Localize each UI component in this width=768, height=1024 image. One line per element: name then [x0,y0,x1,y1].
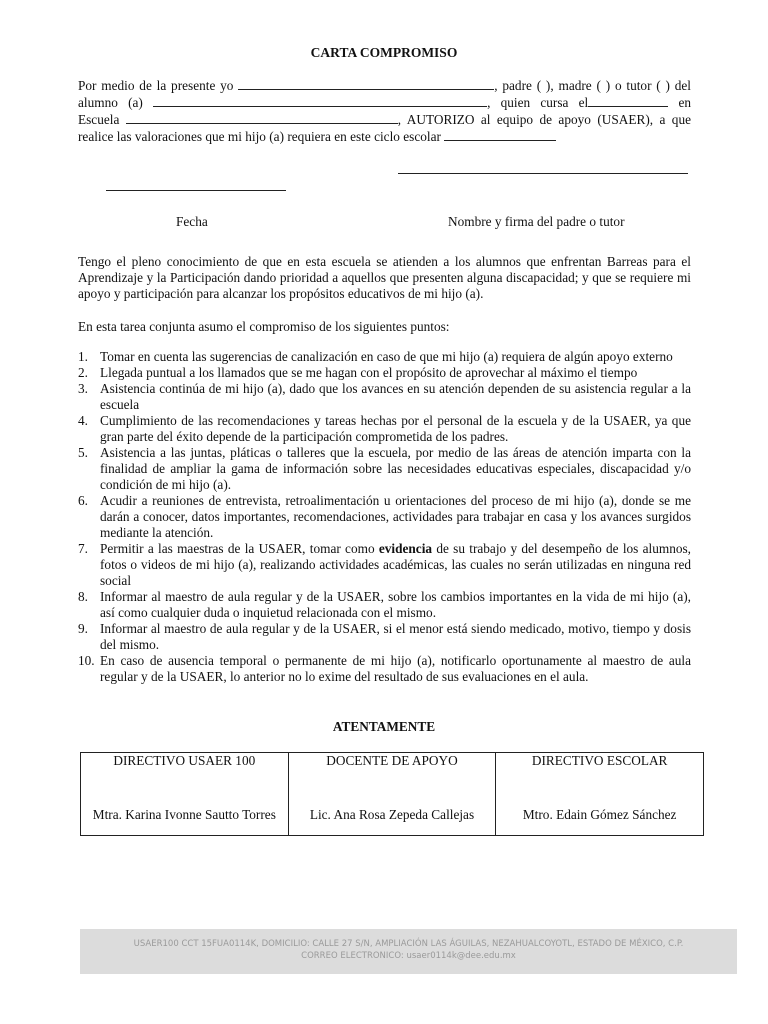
signatory-name: Mtro. Edain Gómez Sánchez [522,807,677,822]
list-item: 6. Acudir a reuniones de entrevista, retroalimentación u orientaciones del proceso de mi hijo (a), donde se me darán a conocer, datos importantes, recomendaciones, actividades para trabajar en casa y los avances surgidos mediante la atención. [78,493,691,540]
date-line [106,190,286,191]
intro-text-2: , padre ( ), madre ( ) o tutor ( ) del alumno (a) [78,78,691,110]
signatory-role: DIRECTIVO USAER 100 [113,753,256,768]
closing-heading: ATENTAMENTE [332,719,436,734]
list-item: 4. Cumplimiento de las recomendaciones y tareas hechas por el personal de la escuela y de la USAER, ya que gran parte del éxito depende de la participación comprometida de los padres. [78,413,691,444]
signatory-role: DOCENTE DE APOYO [326,753,458,768]
date-label: Fecha [176,214,208,229]
intro-text-3: , quien cursa el [487,95,589,110]
list-item: 3. Asistencia continúa de mi hijo (a), dado que los avances en su atención dependen de su asistencia regular a la escuela [78,381,691,412]
commitment-list [78,349,691,685]
signature-label: Nombre y firma del padre o tutor [448,214,625,229]
school-name-blank [126,111,398,124]
knowledge-paragraph: Tengo el pleno conocimiento de que en esta escuela se atienden a los alumnos que enfrentan Barreas para el Aprendizaje y la Participación dando prioridad a aquellos que presenten alguna discapacidad; y que se requiere mi apoyo y participación para alcanzar los propósitos educativos de mi hijo (a). [78,254,691,301]
list-item: 8. Informar al maestro de aula regular y de la USAER, sobre los cambios importantes en la vida de mi hijo (a), así como cualquier duda o inquietud relacionada con el mismo. [78,589,691,620]
list-item: 9. Informar al maestro de aula regular y de la USAER, si el menor está siendo medicado, motivo, tiempo y dosis del mismo. [78,621,691,652]
footer-email: CORREO ELECTRONICO: usaer0114k@dee.edu.mx [301,951,516,961]
signatory-role: DIRECTIVO ESCOLAR [531,753,668,768]
footer-address: USAER100 CCT 15FUA0114K, DOMICILIO: CALLE 27 S/N, AMPLIACIÓN LAS ÁGUILAS, NEZAHUALCOYOTL, ESTADO DE MÉXICO, C.P. [133,939,684,949]
school-year-blank [444,128,556,141]
page-footer [80,929,737,974]
signatory-name: Lic. Ana Rosa Zepeda Callejas [309,807,475,822]
commitment-intro: En esta tarea conjunta asumo el compromiso de los siguientes puntos: [78,319,450,334]
list-item: 5. Asistencia a las juntas, pláticas o talleres que la escuela, por medio de las áreas de atención imparta con la finalidad de ampliar la gama de información sobre las necesidades educativas especiales, discapacidad y/o condición de mi hijo (a). [78,445,691,492]
signature-cell-usaer [81,753,289,836]
intro-text-1: Por medio de la presente yo [78,78,234,93]
grade-blank [588,94,668,107]
list-item: 10. En caso de ausencia temporal o permanente de mi hijo (a), notificarlo oportunamente al maestro de aula regular y de la USAER, lo anterior no lo exime del resultado de sus evaluaciones en el aula. [78,653,691,684]
signature-cell-docente [288,753,496,836]
list-item: 7. Permitir a las maestras de la USAER, tomar como evidencia de su trabajo y del desempeño de los alumnos, fotos o videos de mi hijo (a), realizando actividades académicas, las cuales no serán utilizadas en ninguna red social [78,541,691,588]
signatures-table [80,752,704,836]
student-name-blank [153,94,487,107]
list-item: 1. Tomar en cuenta las sugerencias de canalización en caso de que mi hijo (a) requiera de algún apoyo externo [78,349,673,364]
signature-line [398,173,688,174]
evidence-emphasis: evidencia [378,541,433,556]
intro-text-4: en Escuela [78,95,692,127]
parent-name-blank [238,77,494,90]
document-title: CARTA COMPROMISO [310,45,458,60]
intro-text-5: , AUTORIZO al equipo de apoyo (USAER), a que realice las valoraciones que mi hijo (a) requiera en este ciclo escolar [78,112,691,144]
signature-cell-escolar [496,753,704,836]
list-item: 2. Llegada puntual a los llamados que se me hagan con el propósito de aprovechar al máximo el tiempo [78,365,638,380]
intro-paragraph [78,77,691,145]
signatory-name: Mtra. Karina Ivonne Sautto Torres [92,807,276,822]
